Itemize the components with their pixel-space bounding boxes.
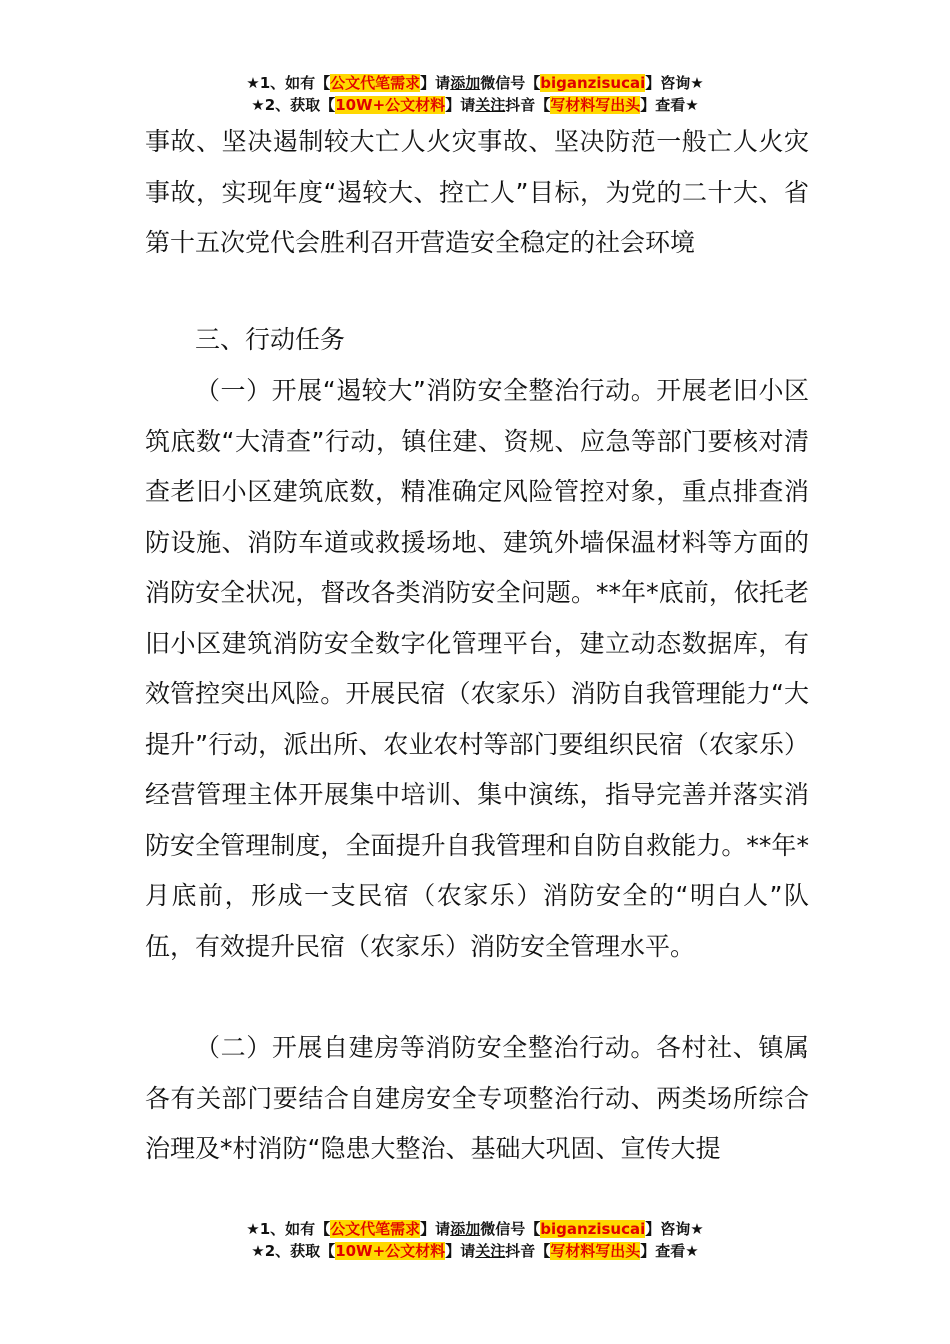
heading-text: 三、行动任务	[195, 325, 346, 354]
banner-text: 微信号【	[480, 74, 541, 92]
banner-text: ★1、如有【	[246, 74, 331, 92]
highlight-wechat-id: biganzisucai	[540, 1220, 646, 1238]
banner-text: 】咨询★	[645, 1220, 704, 1238]
paragraph-text: （二）开展自建房等消防安全整治行动。各村社、镇属各有关部门要结合自建房安全专项整治行动、两类场所综合治理及*村消防“隐患大整治、基础大巩固、宣传大提	[145, 1033, 809, 1163]
underline-text: 添加	[450, 74, 481, 92]
section-heading	[145, 315, 809, 366]
paragraph-1	[145, 366, 809, 972]
banner-text: 】请	[445, 96, 476, 114]
underline-text: 关注	[475, 96, 506, 114]
highlight-douyin-name: 写材料写出头	[550, 1242, 641, 1260]
banner-text: ★2、获取【	[251, 1242, 336, 1260]
continuation-paragraph: 事故、坚决遏制较大亡人火灾事故、坚决防范一般亡人火灾事故，实现年度“遏较大、控亡人”目标，为党的二十大、省第十五次党代会胜利召开营造安全稳定的社会环境	[145, 127, 809, 257]
highlight-service: 公文代笔需求	[330, 74, 421, 92]
underline-text: 添加	[450, 1220, 481, 1238]
banner-text: 】咨询★	[645, 74, 704, 92]
highlight-service: 公文代笔需求	[330, 1220, 421, 1238]
document-continuation	[145, 117, 809, 269]
banner-text: 】请	[445, 1242, 476, 1260]
banner-line-1	[0, 1218, 950, 1240]
paragraph-2	[145, 1023, 809, 1175]
paragraph-text: （一）开展“遏较大”消防安全整治行动。开展老旧小区筑底数“大清查”行动，镇住建、资规、应急等部门要核对清查老旧小区建筑底数，精准确定风险管控对象，重点排查消防设施、消防车道或救援场地、建筑外墙保温材料等方面的消防安全状况，督改各类消防安全问题。**年*底前，依托老旧小区建筑消防安全数字化管理平台，建立动态数据库，有效管控突出风险。开展民宿（农家乐）消防自我管理能力“大提升”行动，派出所、农业农村等部门要组织民宿（农家乐）经营管理主体开展集中培训、集中演练，指导完善并落实消防安全管理制度，全面提升自我管理和自防自救能力。**年*月底前，形成一支民宿（农家乐）消防安全的“明白人”队伍，有效提升民宿（农家乐）消防安全管理水平。	[145, 376, 809, 961]
underline-text: 关注	[475, 1242, 506, 1260]
banner-line-1	[0, 72, 950, 94]
highlight-materials: 10W+公文材料	[335, 96, 446, 114]
banner-text: 】请	[420, 74, 451, 92]
banner-text: ★2、获取【	[251, 96, 336, 114]
highlight-wechat-id: biganzisucai	[540, 74, 646, 92]
banner-text: 抖音【	[505, 96, 551, 114]
banner-text: ★1、如有【	[246, 1220, 331, 1238]
banner-line-2	[0, 94, 950, 116]
banner-text: 抖音【	[505, 1242, 551, 1260]
footer-banner	[0, 1218, 950, 1262]
banner-text: 】查看★	[640, 1242, 699, 1260]
banner-line-2	[0, 1240, 950, 1262]
banner-text: 】请	[420, 1220, 451, 1238]
highlight-materials: 10W+公文材料	[335, 1242, 446, 1260]
highlight-douyin-name: 写材料写出头	[550, 96, 641, 114]
banner-text: 微信号【	[480, 1220, 541, 1238]
header-banner	[0, 72, 950, 116]
banner-text: 】查看★	[640, 96, 699, 114]
